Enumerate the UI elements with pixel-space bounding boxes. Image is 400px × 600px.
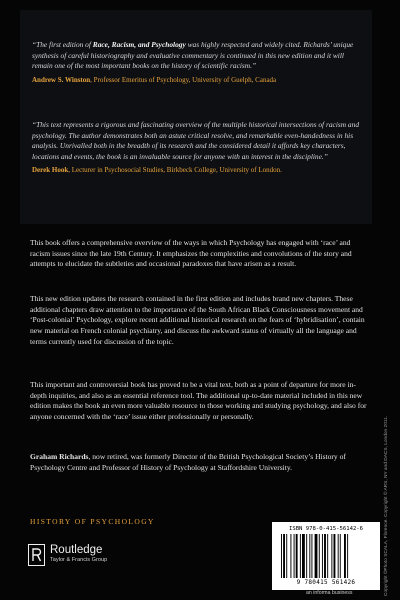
reviewer-affiliation: , Lecturer in Psychosocial Studies, Birkbeck College, University of London. (68, 166, 282, 175)
blurb-paragraph-2: This new edition updates the research contained in the first edition and includes brand new chapters. These additional chapters draw attention to the importance of the South African Black Consciousness movement and ‘Post-colonial’ Psychology, explore recent additional historical research on the fears of ‘hybridisation’, contain new material on French colonial psychiatry, and discuss the awkward status of virtually all the language and terms currently used for discussion of the topic. (30, 294, 365, 346)
publisher-group: Taylor & Francis Group (50, 557, 108, 563)
blurb-paragraph-1: This book offers a comprehensive overview of the ways in which Psychology has engaged with ‘race’ and racism issues since the late 19th Century. It emphasizes the complexities and convolutions of the story and attempts to elucidate the subtleties and occasional paradoxes that have arisen as a result. (30, 238, 352, 269)
copyright-note: Copyright ©Photo SCALA, Florence. Copyright © ARS, NY and DACS, London 2011. (384, 415, 389, 596)
barcode-digits: 9 780415 561426 (296, 579, 356, 586)
book-title: Race, Racism, and Psychology (92, 40, 186, 49)
reviewer-affiliation: , Professor Emeritus of Psychology, University of Guelph, Canada (90, 75, 277, 84)
reviewer-name: Andrew S. Winston (32, 75, 91, 84)
publisher-name: Routledge (50, 544, 103, 556)
routledge-mark-icon (28, 544, 45, 566)
review-1 (32, 40, 362, 85)
review-1-attribution (32, 75, 362, 85)
barcode-bars (280, 534, 372, 578)
review-2-attribution (32, 165, 362, 175)
review-2 (32, 120, 362, 175)
review-1-quote: “The first edition of Race, Racism, and Psychology was highly respected and widely cited. Richards’ unique synthesis of careful historiography and evaluative commentary is continued in this new edition and it will remain one of the most important books on the history of scientific racism.” (32, 40, 354, 71)
informa-tagline: an informa business (306, 590, 353, 596)
barcode (272, 522, 380, 590)
author-name: Graham Richards (30, 452, 89, 461)
author-bio: Graham Richards, now retired, was formerly Director of the British Psychological Society’s History of Psychology Centre and Professor of History of Psychology at Staffordshire University. (30, 452, 346, 472)
review-2-quote: “This text represents a rigorous and fascinating overview of the multiple historical intersections of racism and psychology. The author demonstrates both an astute critical resolve, and remarkable even-handedness in his analysis. Unrivalled both in the breadth of its research and the considered detail it affords key characters, locations and events, the book is an invaluable source for anyone with an interest in the discipline.” (32, 120, 360, 161)
blurb-paragraph-3: This important and controversial book has proved to be a vital text, both as a point of departure for more in-depth inquiries, and also as an essential reference tool. The additional up-to-date material included in this new edition makes the book an even more valuable resource to those working and studying psychology, and also for anyone concerned with the ‘race’ issue either professionally or personally. (30, 380, 367, 422)
reviews-panel (20, 10, 372, 224)
publisher-logo (28, 544, 107, 566)
isbn-label: ISBN 978-0-415-56142-6 (288, 526, 364, 532)
series-name: HISTORY OF PSYCHOLOGY (30, 517, 155, 526)
reviewer-name: Derek Hook (32, 166, 69, 175)
